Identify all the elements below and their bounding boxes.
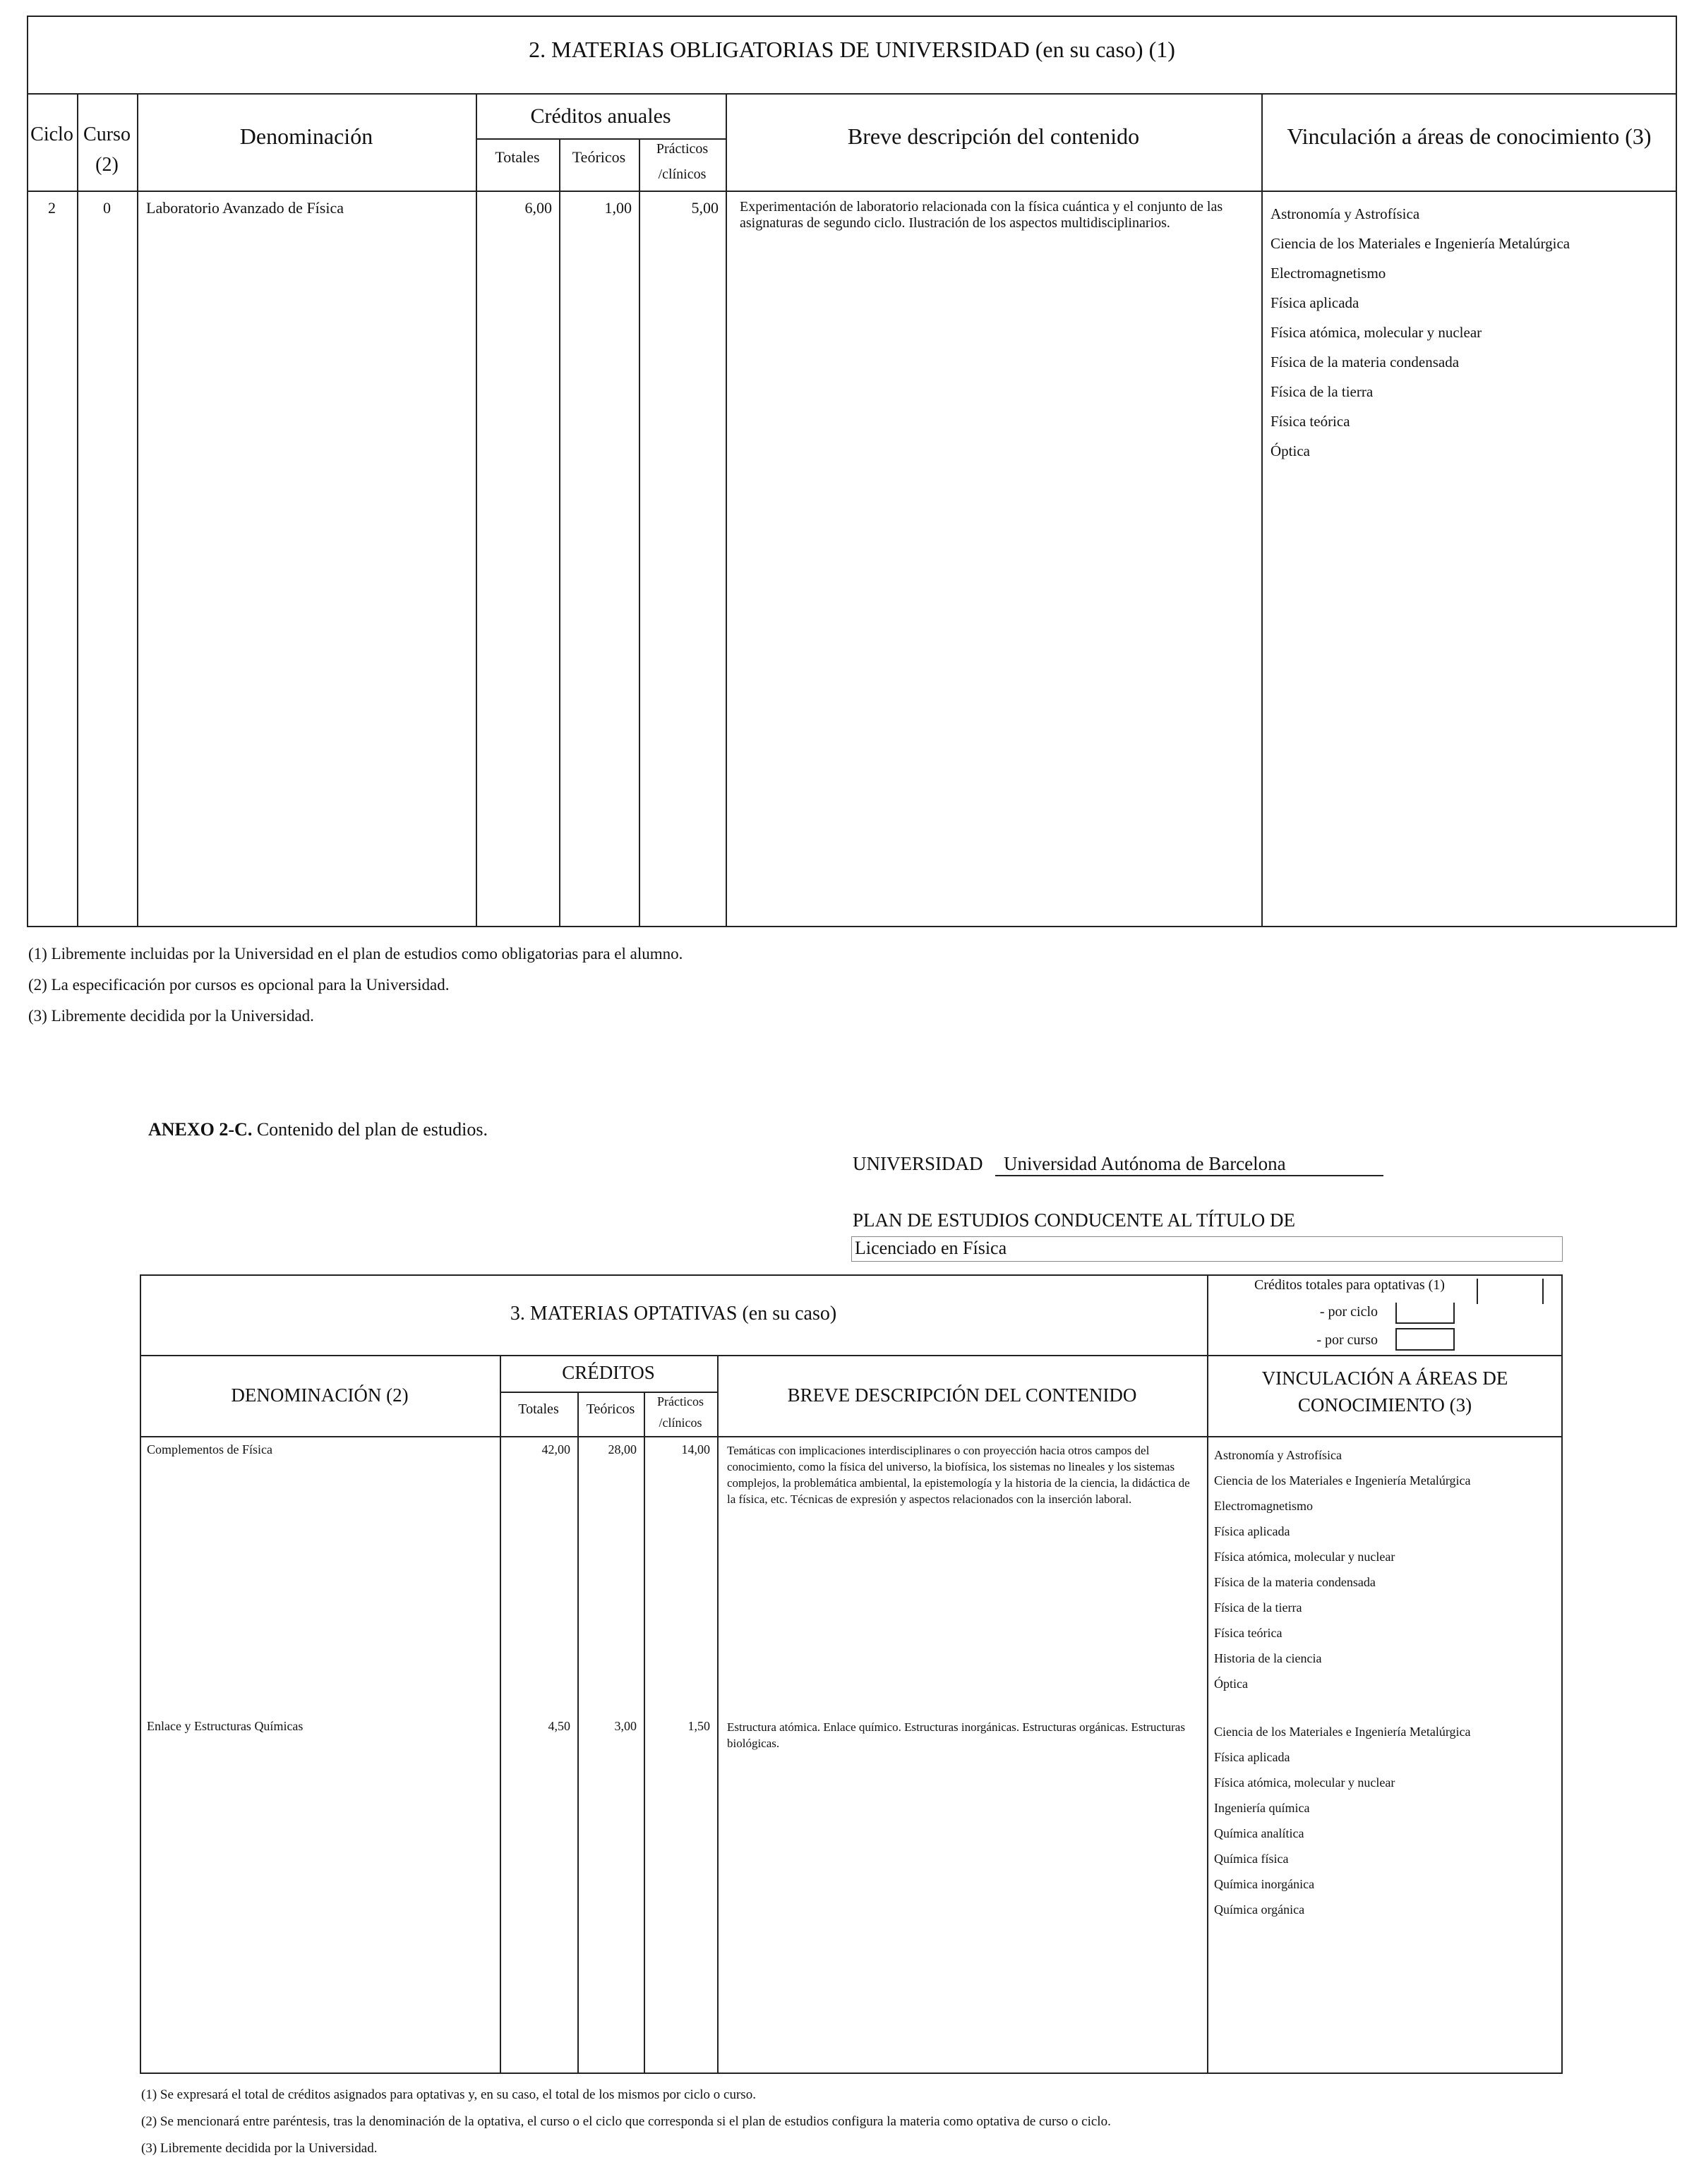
header-denominacion-opt: DENOMINACIÓN (2) bbox=[231, 1384, 409, 1406]
annex-label-rest: Contenido del plan de estudios. bbox=[252, 1119, 488, 1140]
area-item: Historia de la ciencia bbox=[1214, 1651, 1322, 1665]
header-teoricos: Teóricos bbox=[572, 148, 626, 166]
area-item: Física de la tierra bbox=[1214, 1600, 1302, 1615]
area-item: Física aplicada bbox=[1214, 1750, 1290, 1764]
area-item: Ciencia de los Materiales e Ingeniería Metalúrgica bbox=[1214, 1725, 1471, 1739]
header-creditos-opt: CRÉDITOS bbox=[562, 1362, 655, 1383]
cell-curso: 0 bbox=[103, 199, 111, 217]
titulo-field: Licenciado en Física bbox=[851, 1236, 1563, 1262]
area-item: Óptica bbox=[1270, 442, 1310, 459]
cell-areas bbox=[1214, 1719, 1560, 1922]
cell-denominacion: Enlace y Estructuras Químicas bbox=[147, 1719, 304, 1733]
cell-teoricos: 3,00 bbox=[614, 1719, 637, 1733]
area-item: Física atómica, molecular y nuclear bbox=[1270, 324, 1482, 341]
cell-totales: 42,00 bbox=[541, 1442, 570, 1456]
cell-ciclo: 2 bbox=[48, 199, 56, 217]
universidad-line bbox=[853, 1153, 983, 1175]
cell-areas bbox=[1214, 1442, 1560, 1696]
cell-descripcion: Temáticas con implicaciones interdisciplinares o con proyección hacia otros campos del conocimiento, como la física del universo, la biofísica, los sistemas no lineales y los sistemas complejos, la problemática ambiental, la epistemología y la historia de la ciencia, la didáctica de la física, etc. Técnicas de expresión y aspectos relacionados con la inserción laboral. bbox=[727, 1444, 1190, 1506]
area-item: Electromagnetismo bbox=[1214, 1499, 1313, 1513]
header-practicos-opt: Prácticos bbox=[657, 1394, 704, 1408]
footnote: (2) Se mencionará entre paréntesis, tras la denominación de la optativa, el curso o el ciclo que corresponda si el plan de estudios configura la materia como optativa de curso o ciclo. bbox=[141, 2114, 1111, 2129]
area-item: Física aplicada bbox=[1214, 1524, 1290, 1538]
header-vinculacion-opt-1: VINCULACIÓN A ÁREAS DE bbox=[1261, 1368, 1508, 1389]
footnote: (1) Libremente incluidas por la Universidad en el plan de estudios como obligatorias para el alumno. bbox=[28, 945, 683, 963]
header-totales-opt: Totales bbox=[518, 1401, 559, 1417]
area-item: Química analítica bbox=[1214, 1826, 1304, 1840]
area-item: Física de la materia condensada bbox=[1214, 1575, 1376, 1589]
header-vinculacion-opt-2: CONOCIMIENTO (3) bbox=[1297, 1394, 1472, 1416]
por-ciclo-label: - por ciclo bbox=[1319, 1304, 1378, 1320]
header-totales: Totales bbox=[495, 148, 540, 166]
area-item: Electromagnetismo bbox=[1270, 265, 1386, 282]
cell-practicos: 14,00 bbox=[681, 1442, 710, 1456]
header-teoricos-opt: Teóricos bbox=[586, 1401, 635, 1417]
footnote: (3) Libremente decidida por la Universidad. bbox=[28, 1007, 314, 1025]
cell-practicos: 5,00 bbox=[691, 199, 719, 217]
area-item: Química orgánica bbox=[1214, 1902, 1305, 1917]
cell-practicos: 1,50 bbox=[687, 1719, 710, 1733]
area-item: Física teórica bbox=[1214, 1626, 1282, 1640]
header-practicos: Prácticos bbox=[656, 141, 709, 157]
footnote: (3) Libremente decidida por la Universidad. bbox=[141, 2141, 378, 2156]
cell-descripcion: Experimentación de laboratorio relacionada con la física cuántica y el conjunto de las asignaturas de segundo ciclo. Ilustración de los aspectos multidisciplinarios. bbox=[740, 199, 1223, 231]
cell-totales: 6,00 bbox=[524, 199, 552, 217]
cell-denominacion: Laboratorio Avanzado de Física bbox=[146, 199, 344, 217]
header-clinicos: /clínicos bbox=[658, 167, 707, 182]
footnote: (2) La especificación por cursos es opcional para la Universidad. bbox=[28, 976, 450, 994]
area-item: Física de la tierra bbox=[1270, 383, 1374, 400]
header-descripcion: Breve descripción del contenido bbox=[847, 123, 1140, 149]
area-item: Ingeniería química bbox=[1214, 1801, 1310, 1815]
header-vinculacion: Vinculación a áreas de conocimiento (3) bbox=[1287, 123, 1652, 149]
area-item: Ciencia de los Materiales e Ingeniería Metalúrgica bbox=[1270, 235, 1570, 252]
area-item: Química inorgánica bbox=[1214, 1877, 1315, 1891]
creditos-totales-label: Créditos totales para optativas (1) bbox=[1254, 1277, 1445, 1293]
header-creditos-anuales: Créditos anuales bbox=[530, 104, 671, 128]
area-item: Astronomía y Astrofísica bbox=[1214, 1448, 1342, 1462]
area-item: Física teórica bbox=[1270, 413, 1350, 430]
por-curso-label: - por curso bbox=[1316, 1332, 1378, 1348]
header-descripcion-opt: BREVE DESCRIPCIÓN DEL CONTENIDO bbox=[787, 1384, 1137, 1406]
table1-footnotes bbox=[28, 939, 683, 1032]
header-curso: Curso bbox=[83, 123, 131, 145]
area-item: Física atómica, molecular y nuclear bbox=[1214, 1775, 1395, 1790]
universidad-label: UNIVERSIDAD bbox=[853, 1153, 983, 1174]
header-denominacion: Denominación bbox=[239, 123, 373, 149]
area-item: Astronomía y Astrofísica bbox=[1270, 205, 1420, 222]
area-item: Física aplicada bbox=[1270, 294, 1359, 311]
table2-footnotes bbox=[141, 2082, 1111, 2162]
area-item: Química física bbox=[1214, 1852, 1289, 1866]
table1-title: 2. MATERIAS OBLIGATORIAS DE UNIVERSIDAD (en su caso) (1) bbox=[529, 37, 1175, 62]
area-item: Física atómica, molecular y nuclear bbox=[1214, 1550, 1395, 1564]
cell-teoricos: 28,00 bbox=[608, 1442, 637, 1456]
header-clinicos-opt: /clínicos bbox=[659, 1416, 702, 1430]
cell-descripcion: Estructura atómica. Enlace químico. Estructuras inorgánicas. Estructuras orgánicas. Estructuras biológicas. bbox=[727, 1720, 1185, 1750]
area-item: Óptica bbox=[1214, 1677, 1248, 1691]
universidad-value: Universidad Autónoma de Barcelona bbox=[995, 1153, 1383, 1176]
table2-title: 3. MATERIAS OPTATIVAS (en su caso) bbox=[510, 1303, 837, 1325]
cell-denominacion: Complementos de Física bbox=[147, 1442, 272, 1456]
annex-label-bold: ANEXO 2-C. bbox=[148, 1119, 253, 1140]
header-curso-note: (2) bbox=[95, 154, 119, 176]
por-curso-field[interactable] bbox=[1395, 1328, 1455, 1351]
por-ciclo-field[interactable] bbox=[1395, 1303, 1455, 1324]
cell-areas bbox=[1270, 199, 1673, 466]
area-item: Ciencia de los Materiales e Ingeniería Metalúrgica bbox=[1214, 1473, 1471, 1488]
area-item: Física de la materia condensada bbox=[1270, 354, 1460, 370]
header-ciclo: Ciclo bbox=[30, 123, 73, 145]
footnote: (1) Se expresará el total de créditos asignados para optativas y, en su caso, el total de los mismos por ciclo o curso. bbox=[141, 2087, 756, 2102]
cell-teoricos: 1,00 bbox=[604, 199, 632, 217]
plan-label: PLAN DE ESTUDIOS CONDUCENTE AL TÍTULO DE bbox=[853, 1209, 1295, 1231]
annex-label bbox=[148, 1119, 488, 1140]
cell-totales: 4,50 bbox=[548, 1719, 570, 1733]
